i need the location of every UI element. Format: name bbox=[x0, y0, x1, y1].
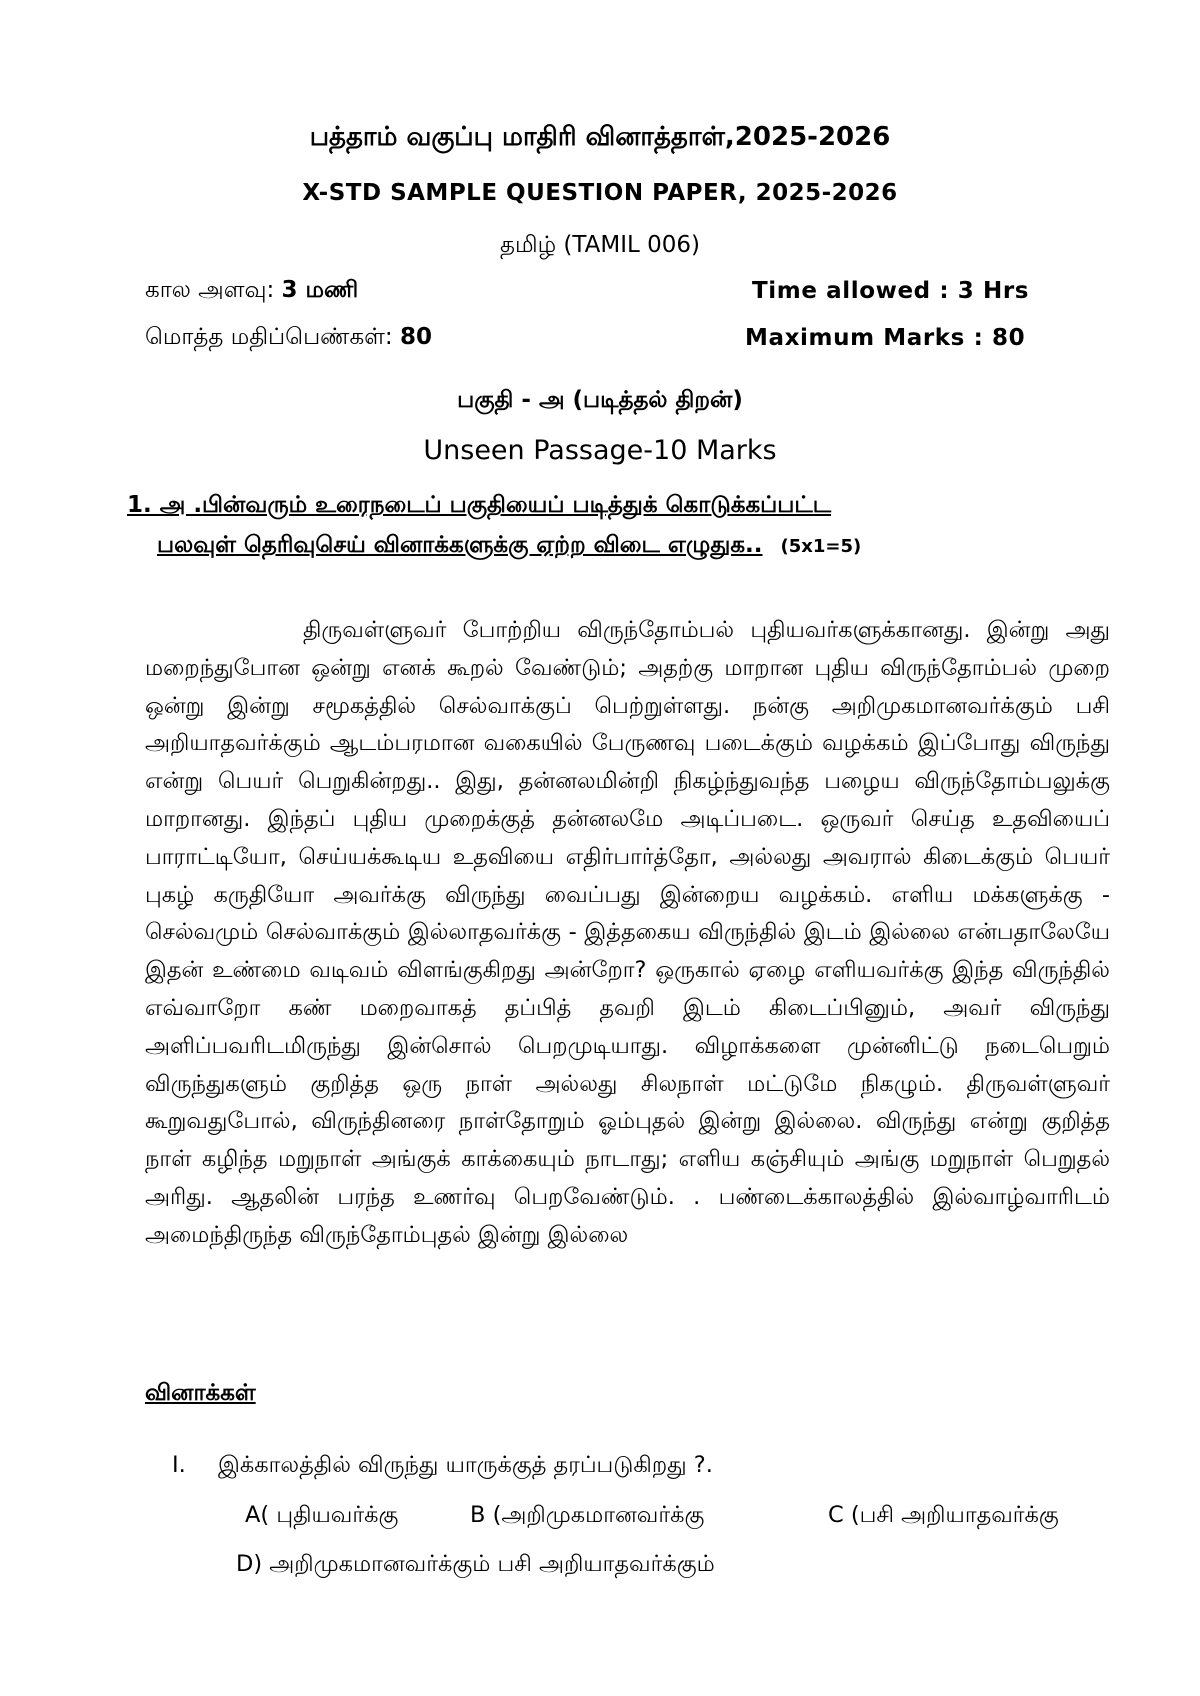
section-title: பகுதி - அ (படித்தல் திறன்) bbox=[457, 387, 743, 413]
marks-tamil-label: மொத்த மதிப்பெண்கள்: bbox=[145, 324, 393, 350]
paper-title-tamil: பத்தாம் வகுப்பு மாதிரி வினாத்தாள்,2025-2026 bbox=[309, 122, 891, 152]
passage-text: திருவள்ளுவர் போற்றிய விருந்தோம்பல் புதியவர்களுக்கானது. இன்று அது மறைந்துபோன ஒன்று எனக் கூறல் வேண்டும்; அதற்கு மாறான புதிய விருந்தோம்பல் முறை ஒன்று இன்று சமூகத்தில் செல்வாக்குப் பெற்றுள்ளது. நன்கு அறிமுகமானவர்க்கும் பசி அறியாதவர்க்கும் ஆடம்பரமான வகையில் பேருணவு படைக்கும் வழக்கம் இப்போது விருந்து என்று பெயர் பெறுகின்றது.. இது, தன்னலமின்றி நிகழ்ந்துவந்த பழைய விருந்தோம்பலுக்கு மாறானது. இந்தப் புதிய முறைக்குத் தன்னலமே அடிப்படை. ஒருவர் செய்த உதவியைப் பாராட்டியோ, செய்யக்கூடிய உதவியை எதிர்பார்த்தோ, அல்லது அவரால் கிடைக்கும் பெயர் புகழ் கருதியோ அவர்க்கு விருந்து வைப்பது இன்றைய வழக்கம். எளிய மக்களுக்கு - செல்வமும் செல்வாக்கும் இல்லாதவர்க்கு - இத்தகைய விருந்தில் இடம் இல்லை என்பதாலேயே இதன் உண்மை வடிவம் விளங்குகிறது அன்றோ? ஒருகால் ஏழை எளியவர்க்கு இந்த விருந்தில் எவ்வாறோ கண் மறைவாகத் தப்பித் தவறி இடம் கிடைப்பினும், அவர் விருந்து அளிப்பவரிடமிருந்து இன்சொல் பெறமுடியாது. விழாக்களை முன்னிட்டு நடைபெறும் விருந்துகளும் குறித்த ஒரு நாள் அல்லது சிலநாள் மட்டுமே நிகழும். திருவள்ளுவர் கூறுவதுபோல், விருந்தினரை நாள்தோறும் ஓம்புதல் இன்று இல்லை. விருந்து என்று குறித்த நாள் கழிந்த மறுநாள் அங்குக் காக்கையும் நாடாது; எளிய கஞ்சியும் அங்கு மறுநாள் பெறுதல் அரிது. ஆதலின் பரந்த உணர்வு பெறவேண்டும். . பண்டைக்காலத்தில் இல்வாழ்வாரிடம் அமைந்திருந்த விருந்தோம்புதல் இன்று இல்லை bbox=[145, 617, 1110, 1248]
option-d: D) அறிமுகமானவர்க்கும் பசி அறியாதவர்க்கும் bbox=[236, 1551, 715, 1577]
questions-heading: வினாக்கள் bbox=[145, 1380, 256, 1406]
question1-marks: (5x1=5) bbox=[780, 536, 862, 557]
option-b: B (அறிமுகமானவர்க்கு bbox=[470, 1502, 705, 1528]
paper-title-english: X-STD SAMPLE QUESTION PAPER, 2025-2026 bbox=[302, 180, 898, 206]
subject-title: தமிழ் (TAMIL 006) bbox=[499, 232, 701, 258]
question1-instruction-line2 bbox=[157, 532, 861, 561]
marks-tamil-value: 80 bbox=[399, 324, 432, 350]
max-marks-tamil bbox=[145, 324, 432, 353]
time-allowed-tamil bbox=[145, 277, 358, 306]
time-allowed-english: Time allowed : 3 Hrs bbox=[752, 278, 1030, 304]
section-subtitle: Unseen Passage-10 Marks bbox=[423, 435, 777, 466]
question1-instruction-line1: 1. அ .பின்வரும் உரைநடைப் பகுதியைப் படித்துக் கொடுக்கப்பட்ட bbox=[127, 492, 832, 518]
option-c: C (பசி அறியாதவர்க்கு bbox=[828, 1502, 1059, 1528]
question-number: I. bbox=[172, 1452, 186, 1478]
unseen-passage bbox=[145, 612, 1110, 1255]
question1-instruction-text: பலவுள் தெரிவுசெய் வினாக்களுக்கு ஏற்ற விடை எழுதுக.. bbox=[157, 532, 763, 558]
question-text: இக்காலத்தில் விருந்து யாருக்குத் தரப்படுகிறது ?. bbox=[218, 1452, 713, 1478]
time-tamil-label: கால அளவு: bbox=[145, 277, 275, 303]
option-a: A( புதியவர்க்கு bbox=[245, 1502, 399, 1528]
time-tamil-value: 3 மணி bbox=[281, 277, 359, 303]
max-marks-english: Maximum Marks : 80 bbox=[745, 325, 1026, 351]
